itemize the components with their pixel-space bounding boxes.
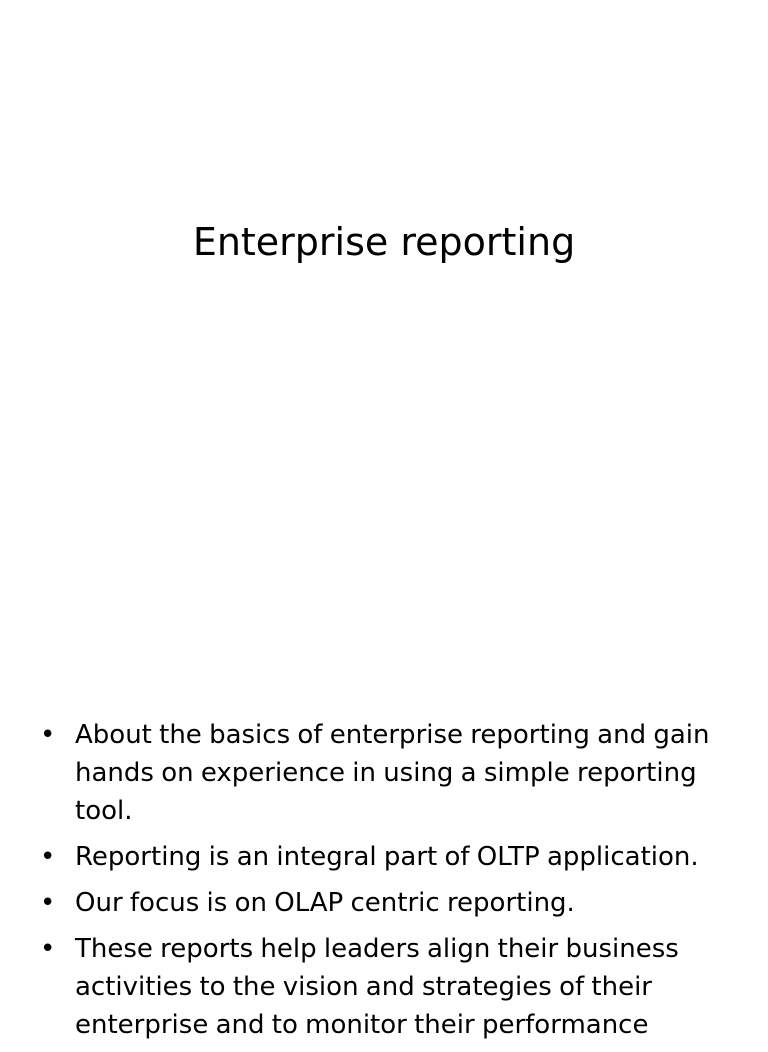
bullet-marker: •: [40, 720, 56, 750]
bullet-marker: •: [40, 888, 56, 918]
bullet-item: [40, 930, 740, 1044]
bullet-item: [40, 716, 740, 830]
bullet-marker: •: [40, 934, 56, 964]
bullet-text: About the basics of enterprise reporting and gain hands on experience in using a simple reporting tool.: [75, 720, 710, 826]
bullet-marker: •: [40, 842, 56, 872]
bullet-text: Our focus is on OLAP centric reporting.: [75, 888, 575, 918]
bullet-item: [40, 884, 740, 922]
bullet-list: [40, 716, 740, 1052]
bullet-item: [40, 838, 740, 876]
bullet-text: These reports help leaders align their business activities to the vision and strategies of their enterprise and to monitor their performance: [75, 934, 679, 1040]
bullet-text: Reporting is an integral part of OLTP application.: [75, 842, 699, 872]
slide-title: Enterprise reporting: [192, 220, 576, 264]
